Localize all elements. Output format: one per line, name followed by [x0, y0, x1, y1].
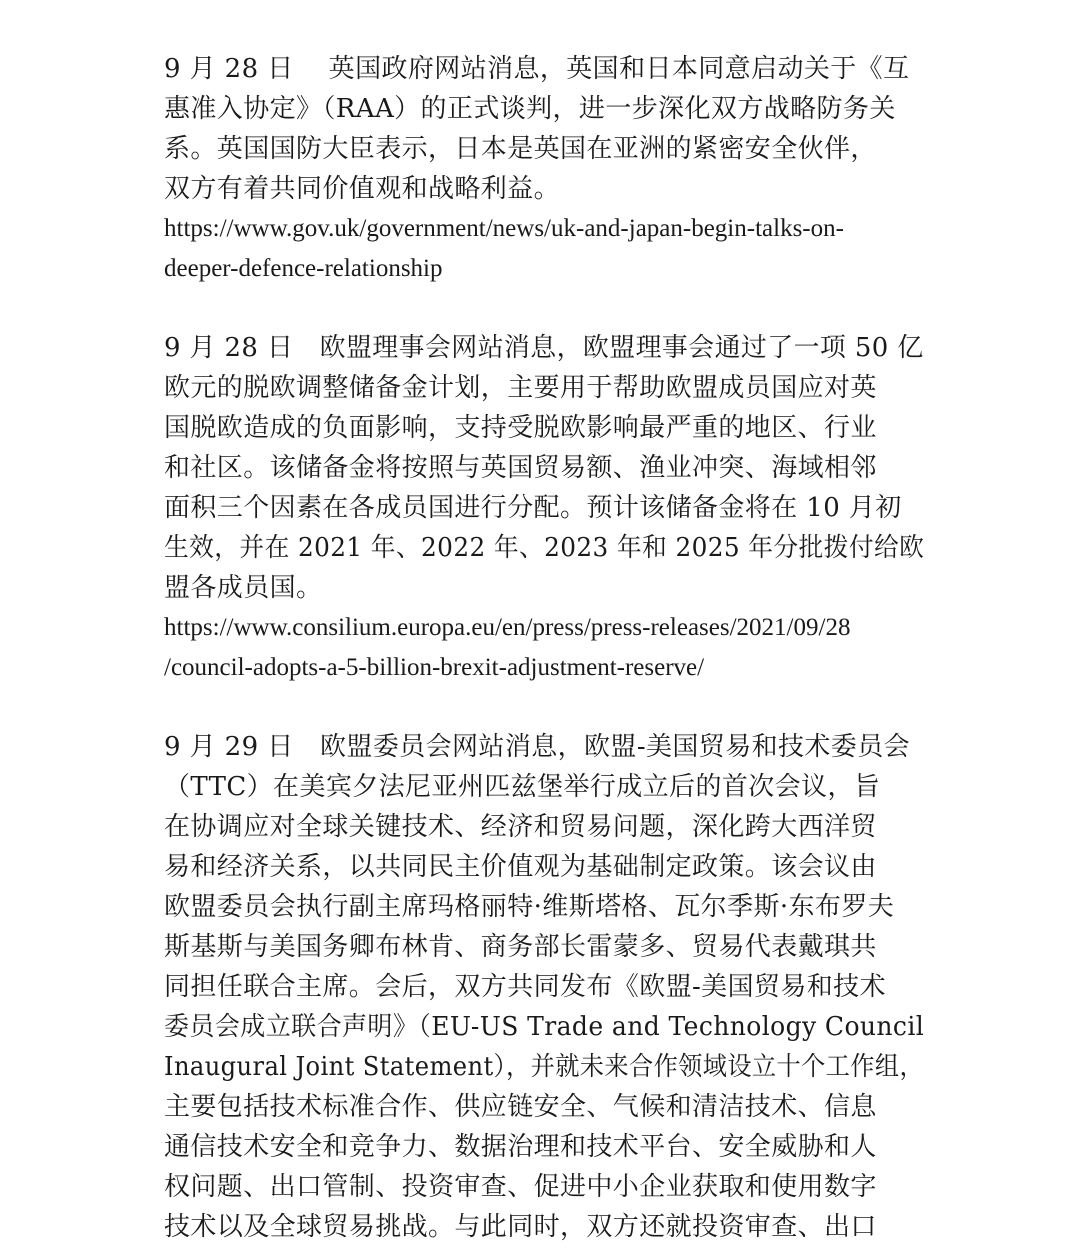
entry-text-line: 技术以及全球贸易挑战。与此同时，双方还就投资审查、出口 [164, 1212, 877, 1242]
entry-text-line: 国脱欧造成的负面影响，支持受脱欧影响最严重的地区、行业 [164, 413, 877, 443]
entry-text-line: 和社区。该储备金将按照与英国贸易额、渔业冲突、海域相邻 [164, 453, 877, 483]
entry-text-line: 主要包括技术标准合作、供应链安全、气候和清洁技术、信息 [164, 1092, 877, 1122]
entry-text-line: （TTC）在美宾夕法尼亚州匹兹堡举行成立后的首次会议，旨 [164, 772, 881, 802]
source-link[interactable]: https://www.gov.uk/government/news/uk-and-japan-begin-talks-on- [164, 215, 844, 242]
entry-text-line: 9 月 28 日 欧盟理事会网站消息，欧盟理事会通过了一项 50 亿 [164, 333, 924, 363]
news-entry-eu-brexit-reserve [164, 328, 924, 688]
entry-text-line: 生效，并在 2021 年、2022 年、2023 年和 2025 年分批拨付给欧 [164, 533, 925, 563]
entry-text-line: 盟各成员国。 [164, 573, 323, 603]
entry-text-line: 权问题、出口管制、投资审查、促进中小企业获取和使用数字 [164, 1172, 877, 1202]
entry-text-line: Inaugural Joint Statement），并就未来合作领域设立十个工作组， [164, 1052, 925, 1082]
entry-text-line: 在协调应对全球关键技术、经济和贸易问题，深化跨大西洋贸 [164, 812, 877, 842]
source-link[interactable]: /council-adopts-a-5-billion-brexit-adjustment-reserve/ [164, 654, 705, 681]
entry-text-line: 惠准入协定》（RAA）的正式谈判，进一步深化双方战略防务关 [164, 94, 896, 124]
entry-text-line: 欧元的脱欧调整储备金计划，主要用于帮助欧盟成员国应对英 [164, 373, 877, 403]
entry-text-line: 双方有着共同价值观和战略利益。 [164, 174, 561, 204]
entry-text-line: 易和经济关系，以共同民主价值观为基础制定政策。该会议由 [164, 852, 877, 882]
source-link[interactable]: https://www.consilium.europa.eu/en/press/press-releases/2021/09/28 [164, 614, 851, 641]
entry-text-line: 9 月 28 日 英国政府网站消息，英国和日本同意启动关于《互 [164, 54, 910, 84]
entry-text-line: 斯基斯与美国务卿布林肯、商务部长雷蒙多、贸易代表戴琪共 [164, 932, 877, 962]
entry-text-line: 同担任联合主席。会后，双方共同发布《欧盟-美国贸易和技术 [164, 972, 886, 1002]
entry-text-line: 委员会成立联合声明》（EU-US Trade and Technology Council [164, 1012, 925, 1042]
entry-text-line: 欧盟委员会执行副主席玛格丽特·维斯塔格、瓦尔季斯·东布罗夫 [164, 892, 895, 922]
entry-text-line: 9 月 29 日 欧盟委员会网站消息，欧盟-美国贸易和技术委员会 [164, 732, 911, 762]
news-entry-uk-japan [164, 49, 924, 289]
news-entry-eu-us-ttc [164, 727, 924, 1247]
entry-text-line: 面积三个因素在各成员国进行分配。预计该储备金将在 10 月初 [164, 493, 902, 523]
source-link[interactable]: deeper-defence-relationship [164, 255, 443, 282]
entry-text-line: 系。英国国防大臣表示，日本是英国在亚洲的紧密安全伙伴， [164, 134, 877, 164]
entry-text-line: 通信技术安全和竞争力、数据治理和技术平台、安全威胁和人 [164, 1132, 877, 1162]
